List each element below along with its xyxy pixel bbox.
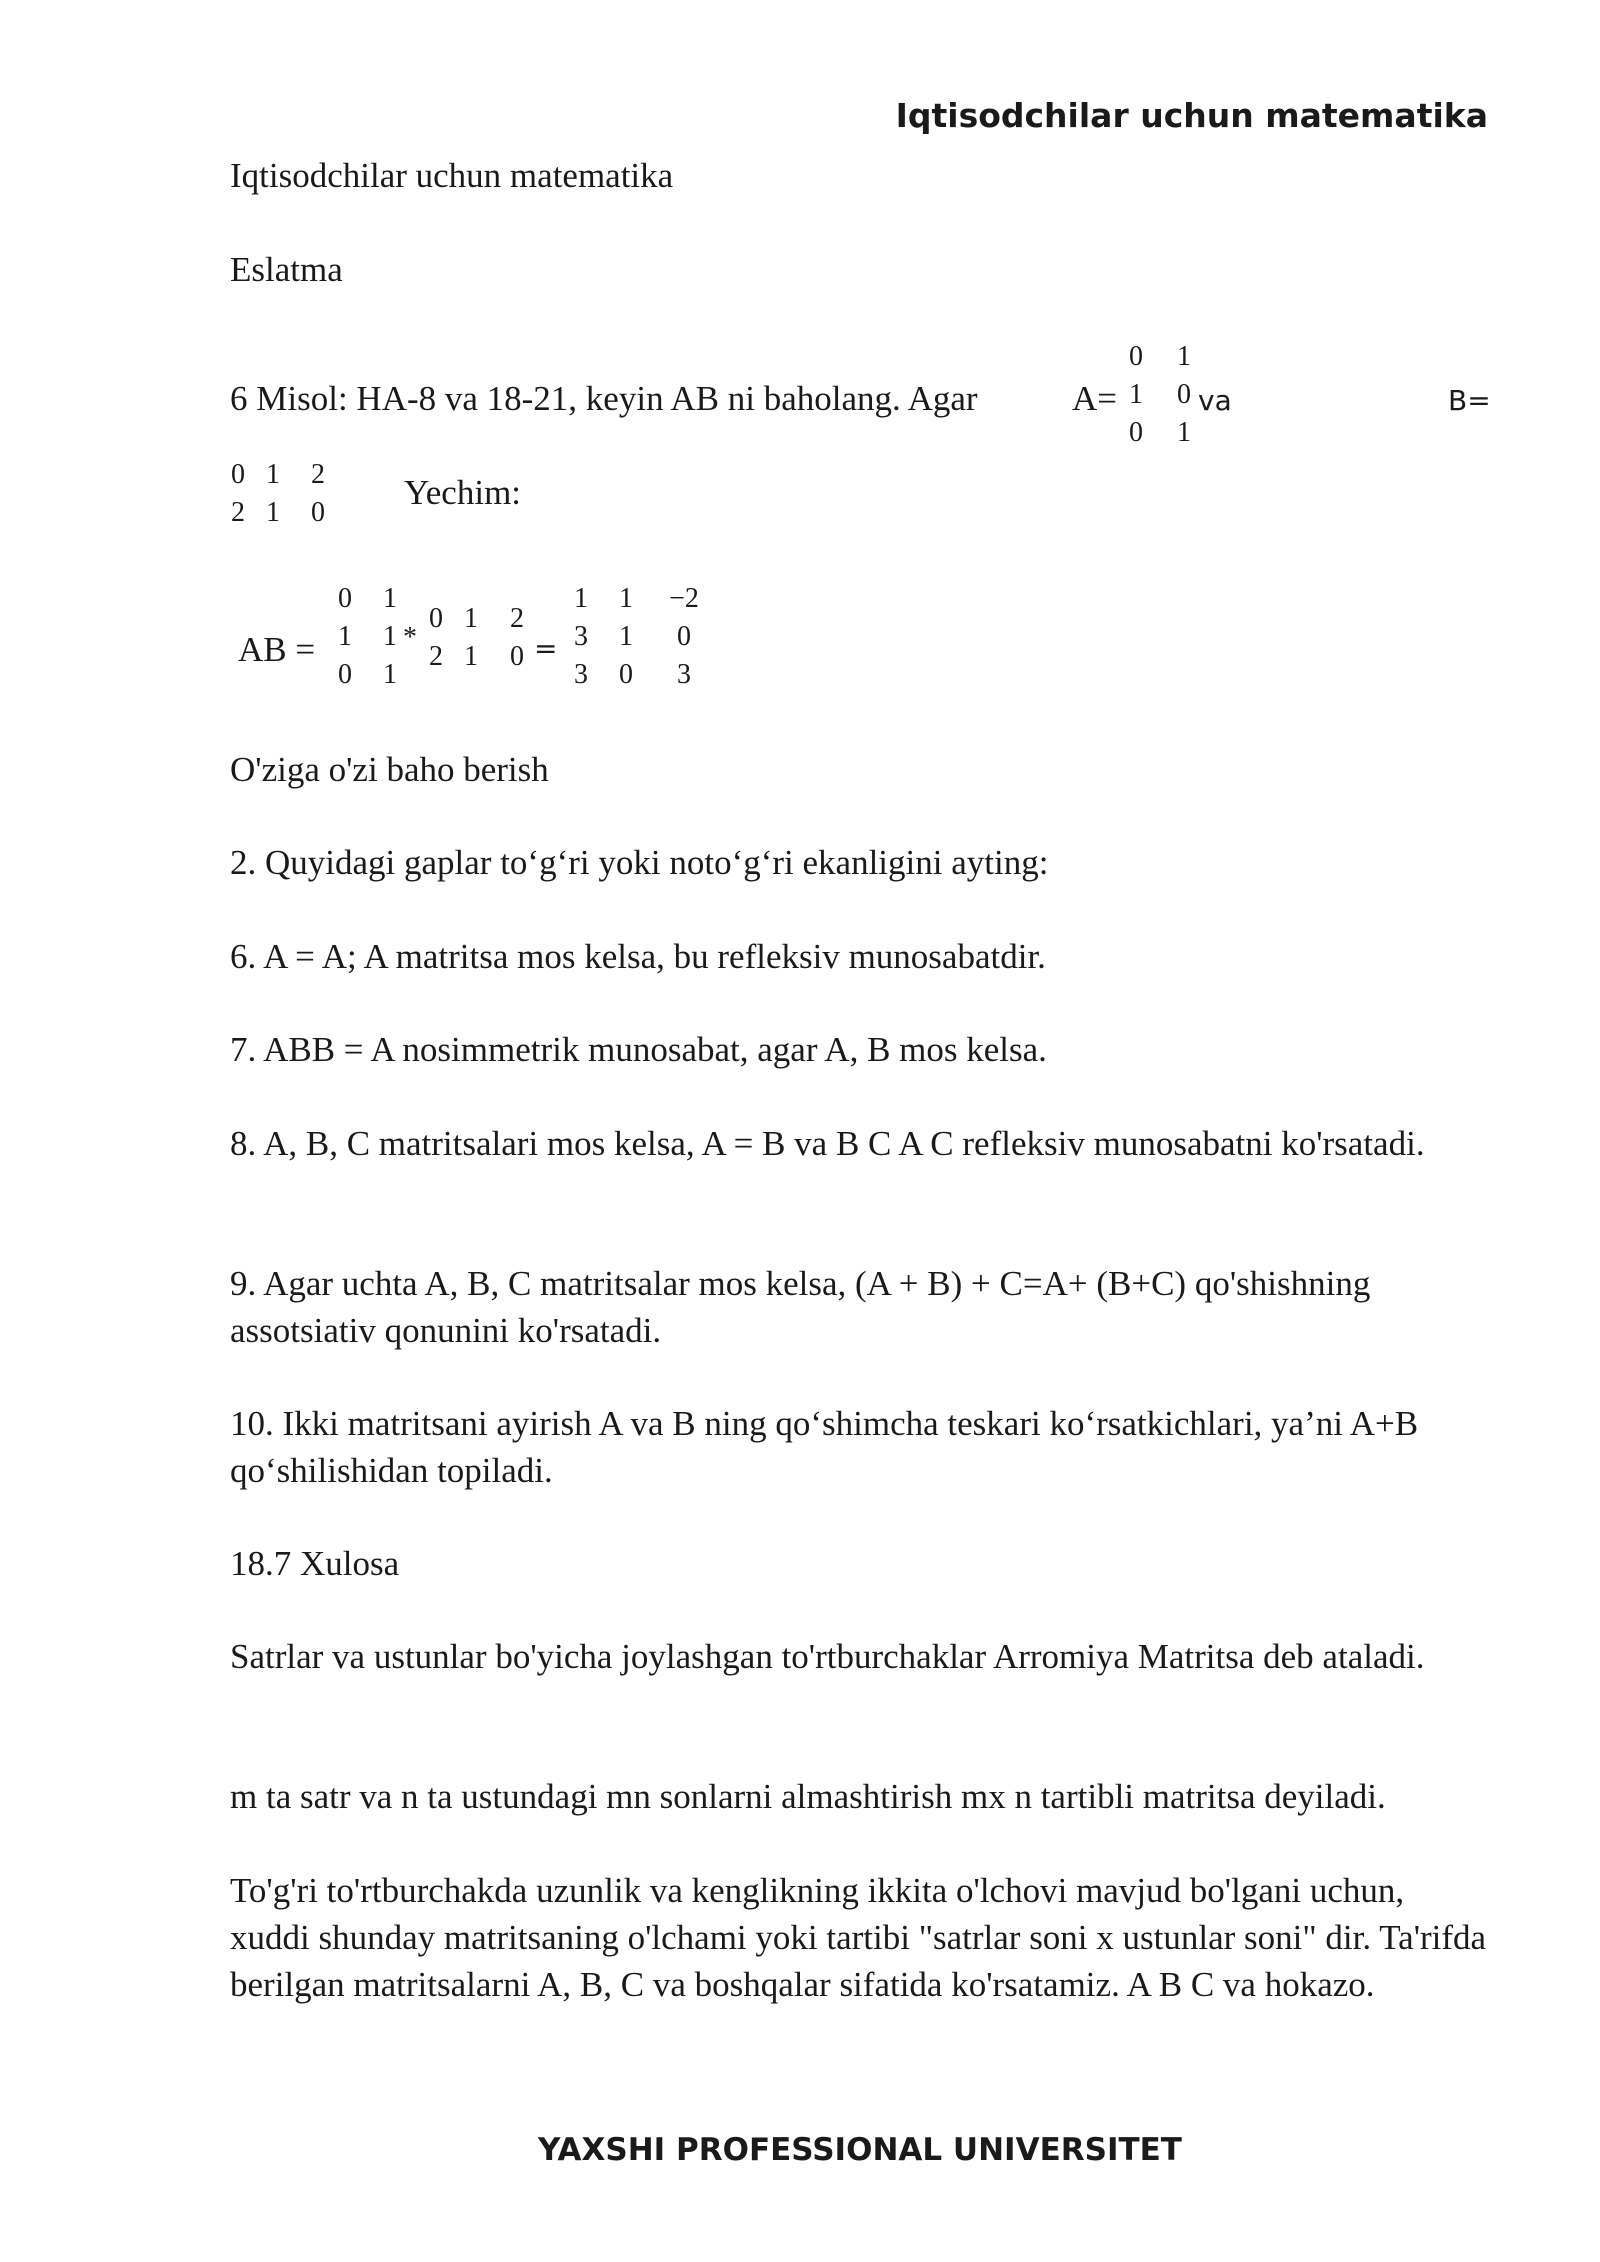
conclusion-paragraph: To'g'ri to'rtburchakda uzunlik va kenglikning ikkita o'lchovi mavjud bo'lgani uchun, xuddi shunday matritsaning o'lchami yoki tartibi "satrlar soni x ustunlar soni" dir. Ta'rifda berilgan matritsalarni A, B, C va boshqalar sifatida ko'rsatamiz. A B C va hokazo.: [230, 1871, 1487, 2004]
list-item: 8. A, B, C matritsalari mos kelsa, A = B va B C A C refleksiv munosabatni ko'rsatadi.: [230, 1124, 1425, 1163]
right-matrix-cell: 2: [429, 641, 443, 672]
left-matrix-cell: 0: [338, 659, 352, 690]
matrix-a-label: A=: [1072, 379, 1118, 418]
list-item: 10. Ikki matritsani ayirish A va B ning qo‘shimcha teskari ko‘rsatkichlari, ya’ni A+B qo‘shilishidan topiladi.: [230, 1404, 1419, 1490]
example-text: 6 Misol: HA-8 va 18-21, keyin AB ni baholang. Agar: [230, 379, 978, 418]
result-matrix-cell: 3: [574, 659, 588, 690]
document-title: Iqtisodchilar uchun matematika: [230, 156, 674, 195]
matrix-a-cell: 0: [1129, 417, 1143, 448]
self-assessment-heading: O'ziga o'zi baho berish: [230, 750, 549, 789]
page-footer: YAXSHI PROFESSIONAL UNIVERSITET: [538, 2132, 1182, 2168]
result-matrix-cell: −2: [669, 583, 699, 614]
matrix-b-cell: 2: [231, 497, 245, 528]
right-matrix-cell: 0: [510, 641, 524, 672]
conclusion-paragraph: Satrlar va ustunlar bo'yicha joylashgan to'rtburchaklar Arromiya Matritsa deb ataladi.: [230, 1637, 1425, 1676]
result-matrix-cell: 1: [619, 583, 633, 614]
list-item: 6. A = A; A matritsa mos kelsa, bu refleksiv munosabatdir.: [230, 937, 1046, 976]
equals-sign: =: [534, 632, 558, 665]
matrix-b-cell: 2: [311, 459, 325, 490]
note-heading: Eslatma: [230, 250, 343, 289]
result-matrix-cell: 0: [677, 621, 691, 652]
left-matrix-cell: 0: [338, 583, 352, 614]
matrix-a-cell: 0: [1129, 341, 1143, 372]
list-item: 7. ABB = A nosimmetrik munosabat, agar A, B mos kelsa.: [230, 1030, 1047, 1069]
page-header: Iqtisodchilar uchun matematika: [895, 96, 1488, 135]
left-matrix-cell: 1: [383, 659, 397, 690]
result-matrix-cell: 0: [619, 659, 633, 690]
matrix-b-cell: 0: [311, 497, 325, 528]
right-matrix-cell: 1: [464, 603, 478, 634]
va-label: va: [1198, 384, 1232, 417]
matrix-a-cell: 1: [1177, 417, 1191, 448]
question-intro: 2. Quyidagi gaplar to‘g‘ri yoki noto‘g‘ri ekanligini ayting:: [230, 843, 1049, 882]
right-matrix-cell: 1: [464, 641, 478, 672]
result-matrix-cell: 1: [574, 583, 588, 614]
result-matrix-cell: 3: [677, 659, 691, 690]
matrix-b-cell: 0: [231, 459, 245, 490]
product-right-matrix: [424, 600, 540, 676]
matrix-b-label: B=: [1448, 384, 1491, 417]
conclusion-heading: 18.7 Xulosa: [230, 1544, 400, 1583]
solution-label: Yechim:: [404, 473, 522, 512]
conclusion-paragraph: m ta satr va n ta ustundagi mn sonlarni almashtirish mx n tartibli matritsa deyiladi.: [230, 1777, 1386, 1816]
left-matrix-cell: 1: [338, 621, 352, 652]
matrix-a-cell: 0: [1177, 379, 1191, 410]
matrix-a-cell: 1: [1129, 379, 1143, 410]
result-matrix-cell: 3: [574, 621, 588, 652]
ab-label: AB =: [238, 630, 316, 669]
matrix-b: [228, 456, 338, 532]
left-matrix-cell: 1: [383, 583, 397, 614]
matrix-a-cell: 1: [1177, 341, 1191, 372]
left-matrix-cell: 1: [383, 621, 397, 652]
matrix-b-cell: 1: [266, 459, 280, 490]
matrix-b-cell: 1: [266, 497, 280, 528]
times-sign: *: [403, 622, 417, 653]
result-matrix-cell: 1: [619, 621, 633, 652]
right-matrix-cell: 2: [510, 603, 524, 634]
right-matrix-cell: 0: [429, 603, 443, 634]
product-result-matrix: [564, 580, 714, 694]
list-item: 9. Agar uchta A, B, C matritsalar mos kelsa, (A + B) + C=A+ (B+C) qo'shishning assotsiativ qonunini ko'rsatadi.: [230, 1264, 1371, 1350]
